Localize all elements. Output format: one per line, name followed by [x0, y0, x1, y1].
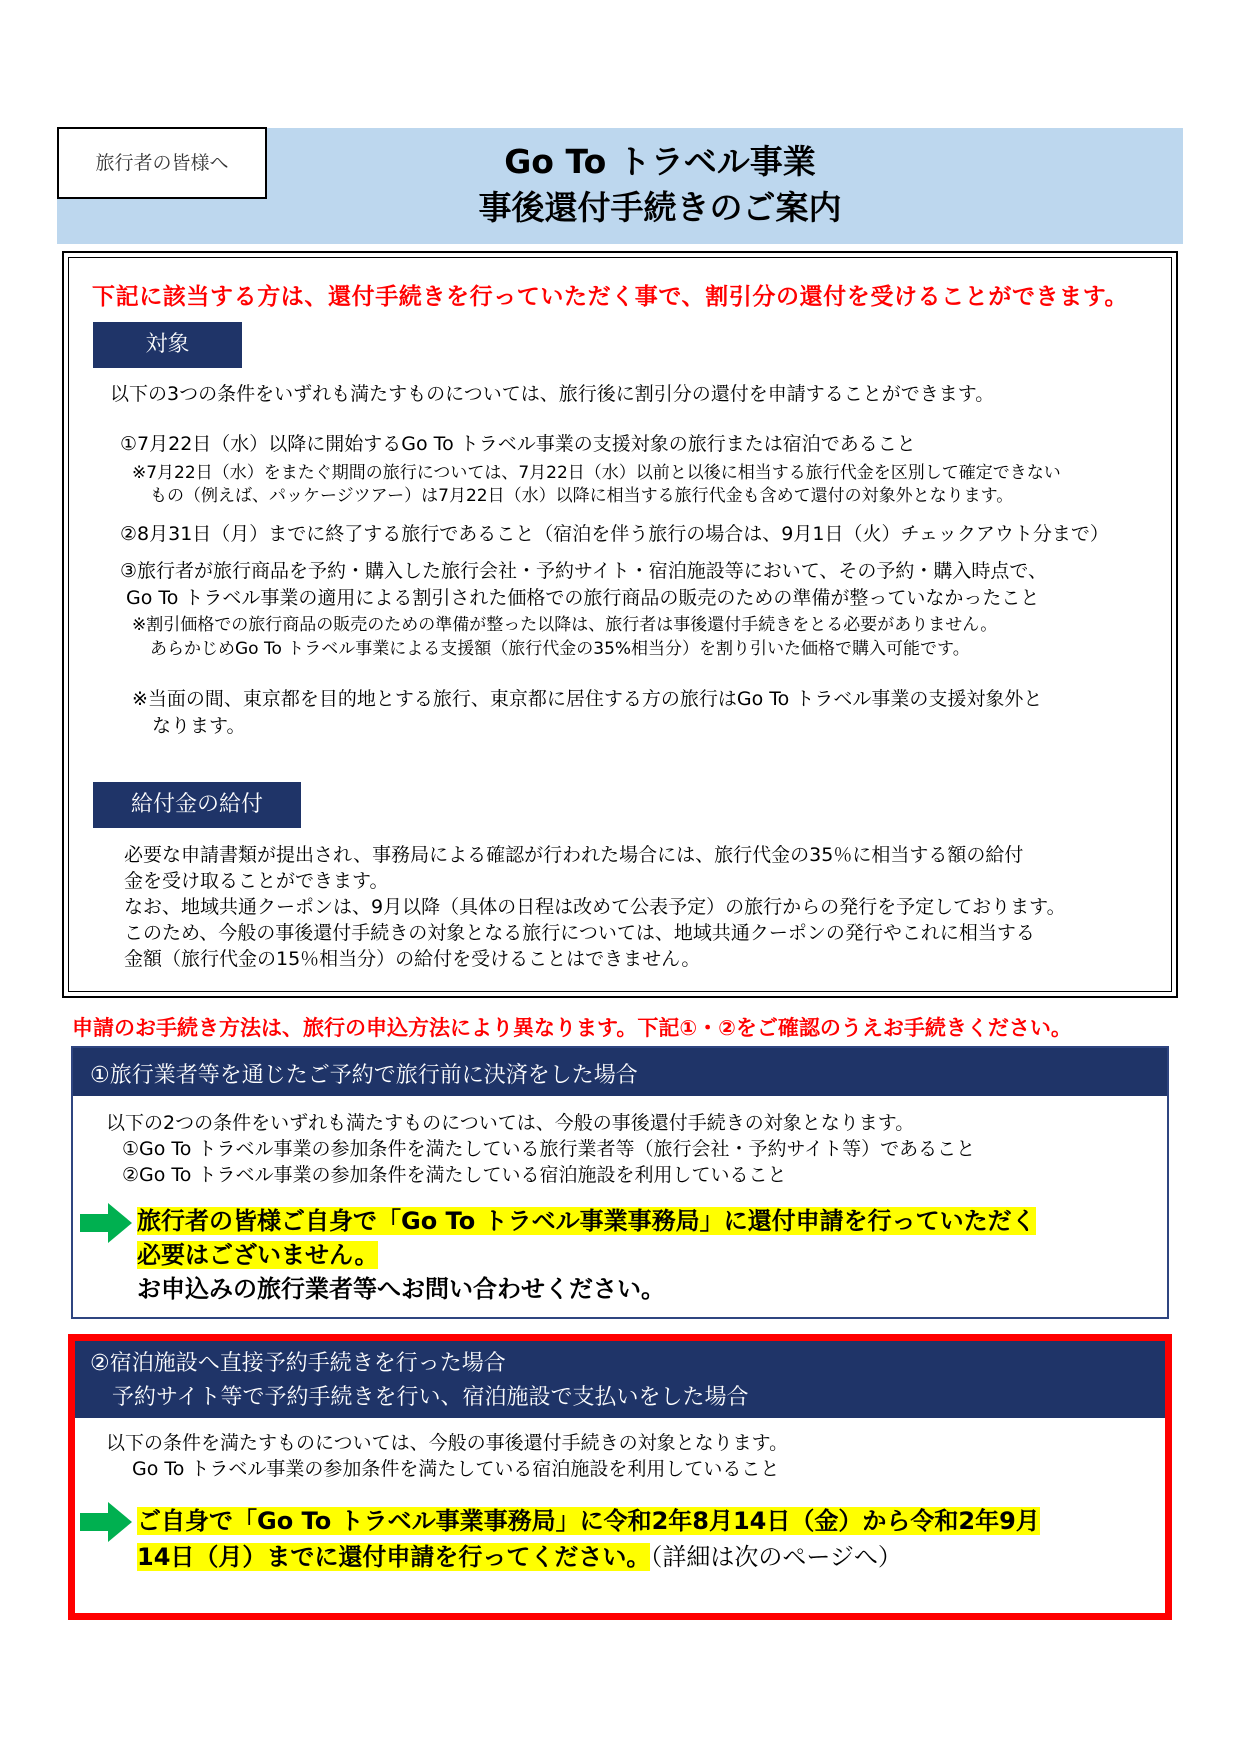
- tokyo-exclusion-note-line1: ※当面の間、東京都を目的地とする旅行、東京都に居住する方の旅行はGo To トラベル事業の支援対象外と: [132, 688, 1043, 710]
- section-label-benefit: 給付金の給付: [93, 782, 301, 828]
- page-title-line2: 事後還付手続きのご案内: [478, 188, 842, 227]
- case1-notice-line1: [137, 1204, 1036, 1238]
- target-condition-3-note-line1: ※割引価格での旅行商品の販売のための準備が整った以降は、旅行者は事後還付手続きをとる必要がありません。: [132, 615, 998, 635]
- benefit-text-line3: なお、地域共通クーポンは、9月以降（具体の日程は改めて公表予定）の旅行からの発行を予定しております。: [124, 896, 1066, 918]
- target-condition-3-line1: ③旅行者が旅行商品を予約・購入した旅行会社・予約サイト・宿泊施設等において、その予約・購入時点で、: [120, 560, 1047, 582]
- target-condition-1: ①7月22日（水）以降に開始するGo To トラベル事業の支援対象の旅行または宿泊であること: [120, 433, 916, 455]
- tokyo-exclusion-note-line2: なります。: [152, 715, 246, 737]
- case1-title: ①旅行業者等を通じたご予約で旅行前に決済をした場合: [90, 1063, 638, 1088]
- case2-notice-line2-text: 14日（月）までに還付申請を行ってください。: [137, 1543, 651, 1571]
- recipient-label: 旅行者の皆様へ: [57, 127, 267, 199]
- section-label-target: 対象: [93, 322, 242, 368]
- benefit-text-line4: このため、今般の事後還付手続きの対象となる旅行については、地域共通クーポンの発行やこれに相当する: [124, 922, 1035, 944]
- target-condition-3-line2: Go To トラベル事業の適用による割引された価格での旅行商品の販売のための準備が整っていなかったこと: [126, 587, 1040, 609]
- target-intro: 以下の3つの条件をいずれも満たすものについては、旅行後に割引分の還付を申請することができます。: [110, 383, 995, 405]
- benefit-text-line2: 金を受け取ることができます。: [124, 870, 389, 892]
- case1-intro: 以下の2つの条件をいずれも満たすものについては、今般の事後還付手続きの対象となります。: [106, 1112, 915, 1134]
- case2-intro: 以下の条件を満たすものについては、今般の事後還付手続きの対象となります。: [106, 1432, 789, 1454]
- case2-notice-line1: [137, 1504, 1040, 1538]
- case1-notice-line2-text: 必要はございません。: [137, 1241, 379, 1269]
- lead-notice: 下記に該当する方は、還付手続きを行っていただく事で、割引分の還付を受けることができます。: [92, 284, 1129, 310]
- case2-notice-line2: [137, 1540, 902, 1574]
- case1-notice-line3: お申込みの旅行業者等へお問い合わせください。: [137, 1275, 665, 1303]
- case1-condition-2: ②Go To トラベル事業の参加条件を満たしている宿泊施設を利用していること: [122, 1164, 787, 1186]
- case1-condition-1: ①Go To トラベル事業の参加条件を満たしている旅行業者等（旅行会社・予約サイト等）であること: [122, 1138, 976, 1160]
- target-condition-3-note-line2: あらかじめGo To トラベル事業による支援額（旅行代金の35%相当分）を割り引いた価格で購入可能です。: [150, 639, 970, 659]
- case2-notice-line1-text: ご自身で「Go To トラベル事業事務局」に令和2年8月14日（金）から令和2年9月: [137, 1507, 1040, 1535]
- procedure-notice: 申請のお手続き方法は、旅行の申込方法により異なります。下記①・②をご確認のうえお手続きください。: [72, 1016, 1072, 1040]
- case1-notice-line1-text: 旅行者の皆様ご自身で「Go To トラベル事業事務局」に還付申請を行っていただく: [137, 1207, 1036, 1235]
- target-condition-2: ②8月31日（月）までに終了する旅行であること（宿泊を伴う旅行の場合は、9月1日（火）チェックアウト分まで）: [120, 523, 1109, 545]
- case2-title-line1: ②宿泊施設へ直接予約手続きを行った場合: [90, 1351, 506, 1376]
- case2-condition-1: Go To トラベル事業の参加条件を満たしている宿泊施設を利用していること: [132, 1458, 780, 1480]
- target-condition-1-note-line1: ※7月22日（水）をまたぐ期間の旅行については、7月22日（水）以前と以後に相当する旅行代金を区別して確定できない: [132, 463, 1061, 483]
- case2-title-line2: 予約サイト等で予約手続きを行い、宿泊施設で支払いをした場合: [112, 1385, 749, 1410]
- right-arrow-icon: [80, 1203, 132, 1243]
- benefit-text-line5: 金額（旅行代金の15％相当分）の給付を受けることはできません。: [124, 948, 701, 970]
- page-title-line1: Go To トラベル事業: [504, 142, 816, 181]
- benefit-text-line1: 必要な申請書類が提出され、事務局による確認が行われた場合には、旅行代金の35％に相当する額の給付: [124, 844, 1024, 866]
- case2-notice-suffix: （詳細は次のページへ）: [650, 1543, 902, 1571]
- target-condition-1-note-line2: もの（例えば、パッケージツアー）は7月22日（水）以降に相当する旅行代金も含めて還付の対象外となります。: [150, 486, 1014, 506]
- right-arrow-icon: [80, 1502, 132, 1542]
- case1-notice-line2: [137, 1238, 378, 1272]
